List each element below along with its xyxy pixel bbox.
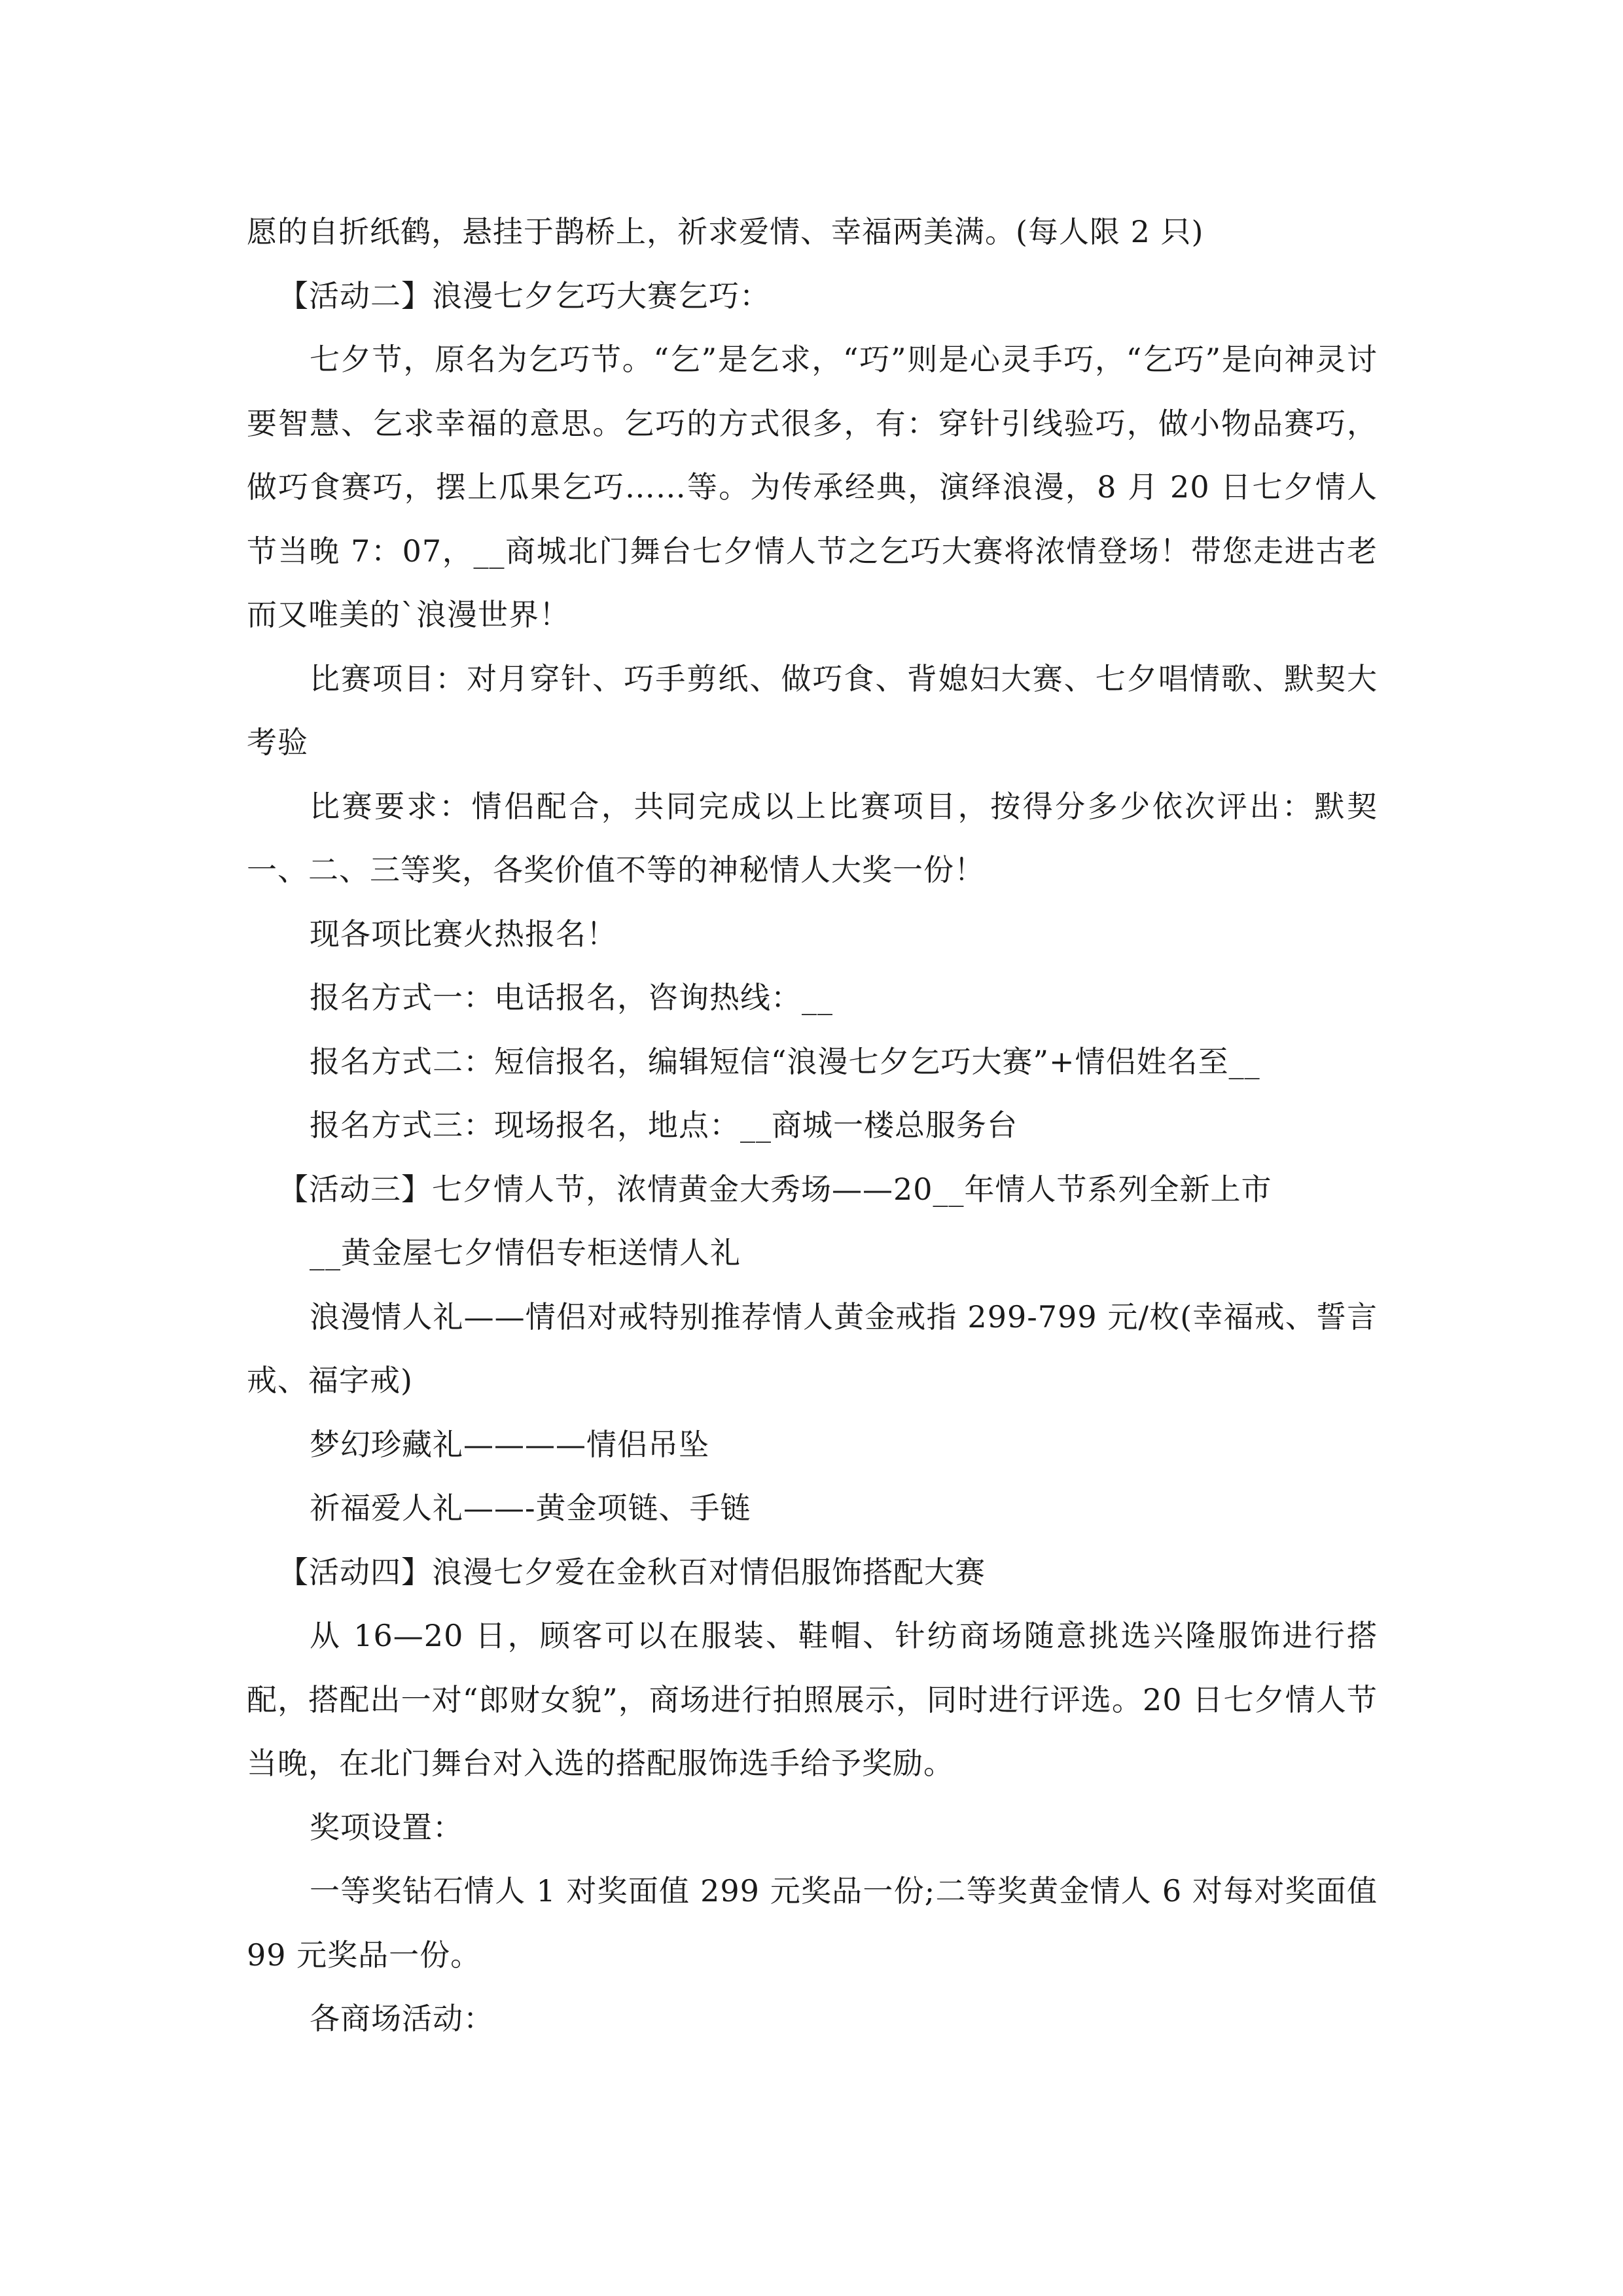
activity-two-heading: 【活动二】浪漫七夕乞巧大赛乞巧： — [278, 278, 770, 314]
paragraph-outfit-contest: 从 16—20 日，顾客可以在服装、鞋帽、针纺商场随意挑选兴隆服饰进行搭配，搭配出一对“郎财女貌”，商场进行拍照展示，同时进行评选。20 日七夕情人节当晚，在北门舞台对入选的搭配服饰选手给予奖励。 — [247, 1618, 1378, 1781]
paragraph-qixi-intro: 七夕节，原名为乞巧节。“乞”是乞求，“巧”则是心灵手巧，“乞巧”是向神灵讨要智慧、乞求幸福的意思。乞巧的方式很多，有：穿针引线验巧，做小物品赛巧，做巧食赛巧，摆上瓜果乞巧……等。为传承经典，演绎浪漫，8 月 20 日七夕情人节当晚 7：07，__商城北门舞台七夕情人节之乞巧大赛将浓情登场！带您走进古老而又唯美的`浪漫世界！ — [247, 342, 1378, 632]
paragraph-contest-rules: 比赛要求：情侣配合，共同完成以上比赛项目，按得分多少依次评出：默契一、二、三等奖，各奖价值不等的神秘情人大奖一份！ — [247, 788, 1378, 888]
paragraph-registration-method-3: 报名方式三：现场报名，地点：__商城一楼总服务台 — [310, 1107, 1018, 1143]
paragraph-continuation: 愿的自折纸鹤，悬挂于鹊桥上，祈求爱情、幸福两美满。(每人限 2 只) — [247, 214, 1204, 249]
paragraph-romantic-gift: 浪漫情人礼——情侣对戒特别推荐情人黄金戒指 299-799 元/枚(幸福戒、誓言戒、福字戒) — [247, 1299, 1378, 1398]
paragraph-registration-open: 现各项比赛火热报名！ — [310, 916, 617, 952]
paragraph-awards-detail: 一等奖钻石情人 1 对奖面值 299 元奖品一份;二等奖黄金情人 6 对每对奖面值 99 元奖品一份。 — [247, 1873, 1378, 1973]
activity-four-heading: 【活动四】浪漫七夕爱在金秋百对情侣服饰搭配大赛 — [278, 1554, 986, 1590]
document-body — [247, 200, 1378, 2051]
paragraph-registration-method-1: 报名方式一：电话报名，咨询热线：__ — [310, 980, 833, 1015]
paragraph-awards-title: 奖项设置： — [310, 1809, 463, 1845]
activity-three-heading: 【活动三】七夕情人节，浓情黄金大秀场——20__年情人节系列全新上市 — [278, 1171, 1272, 1207]
paragraph-registration-method-2: 报名方式二：短信报名，编辑短信“浪漫七夕乞巧大赛”+情侣姓名至__ — [310, 1043, 1260, 1079]
paragraph-dream-gift: 梦幻珍藏礼————情侣吊坠 — [310, 1426, 709, 1462]
paragraph-blessing-gift: 祈福爱人礼——-黄金项链、手链 — [310, 1490, 751, 1526]
paragraph-store-activities: 各商场活动： — [310, 2001, 494, 2036]
paragraph-contest-items: 比赛项目：对月穿针、巧手剪纸、做巧食、背媳妇大赛、七夕唱情歌、默契大考验 — [247, 660, 1378, 760]
paragraph-gold-counter: __黄金屋七夕情侣专柜送情人礼 — [310, 1235, 741, 1270]
